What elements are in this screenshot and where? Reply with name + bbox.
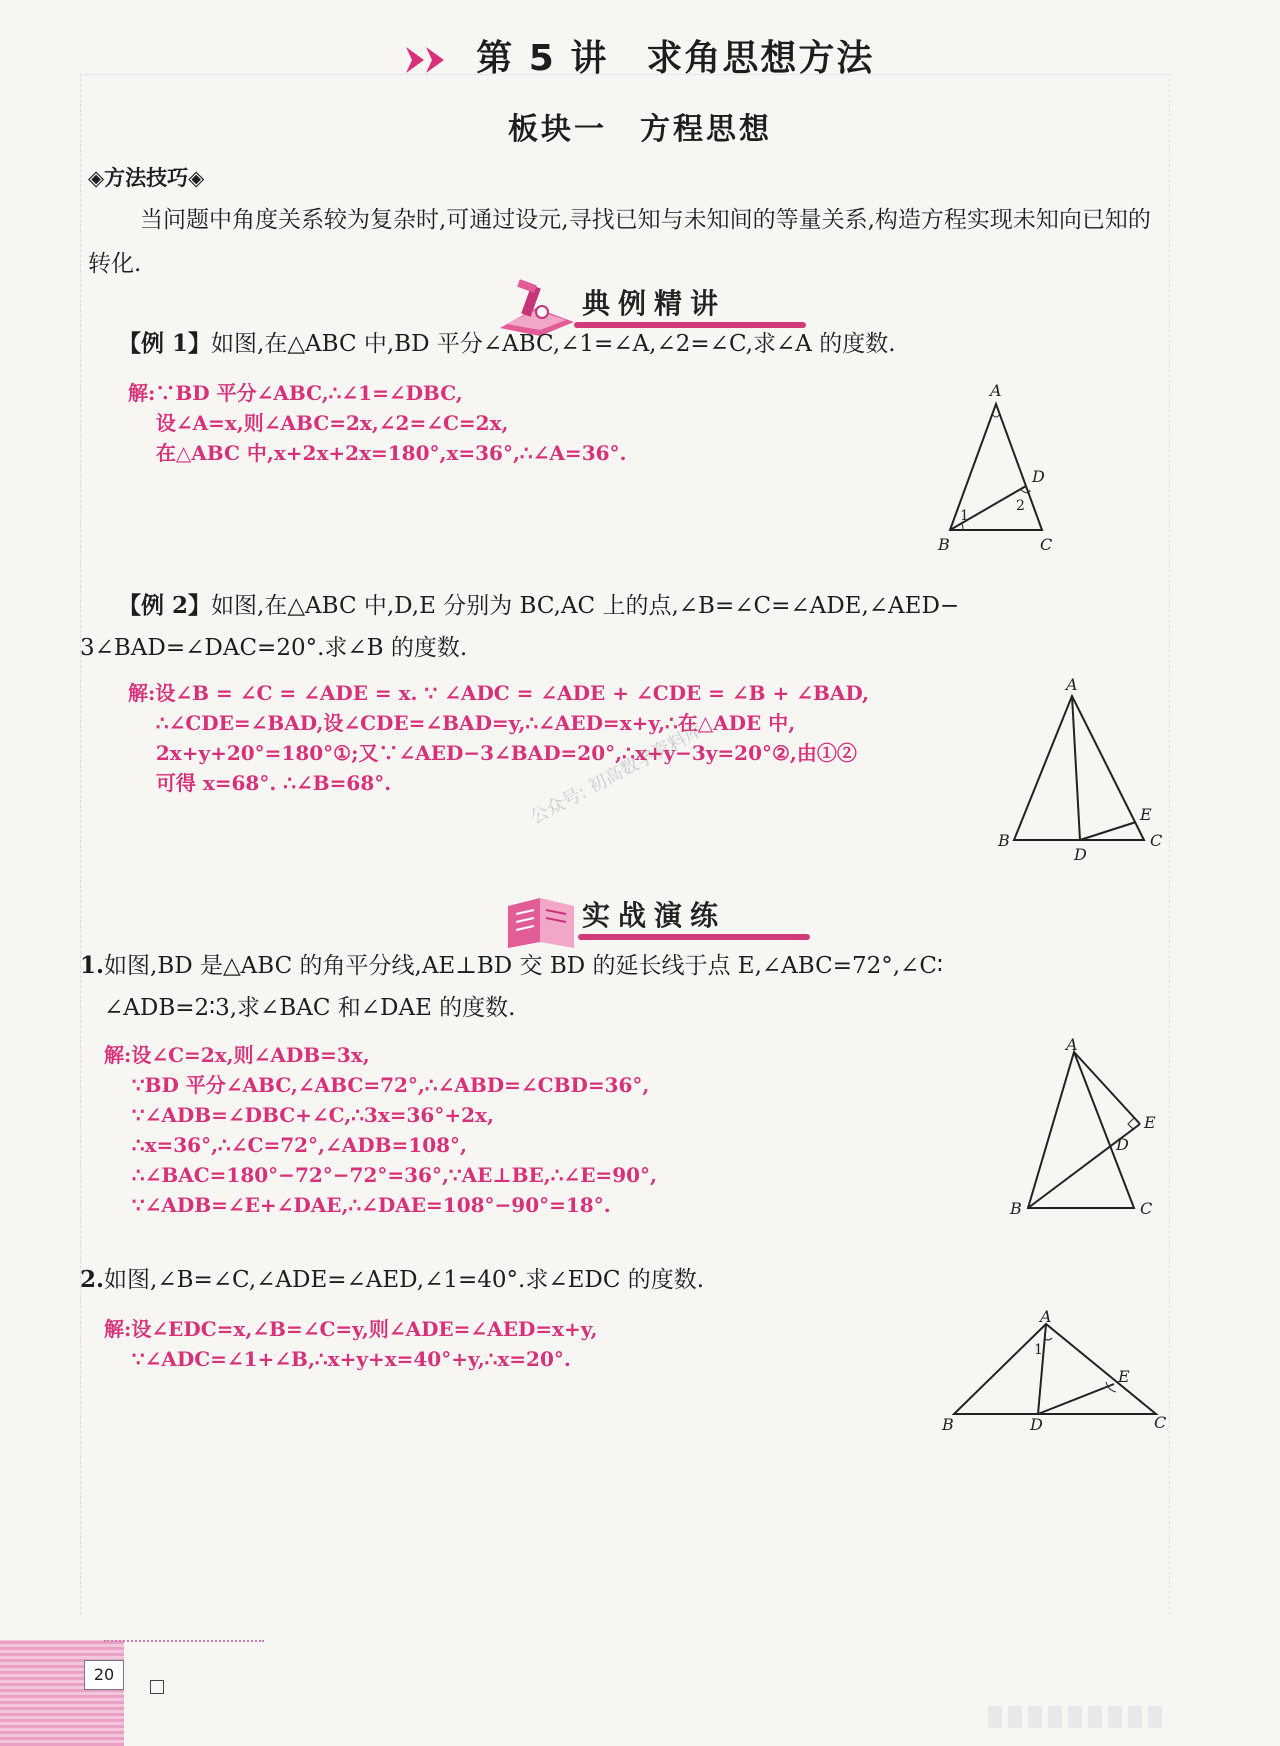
solution-line: ∵∠ADC=∠1+∠B,∴x+y+x=40°+y,∴x=20°. bbox=[104, 1347, 571, 1371]
solution-line: ∵∠ADB=∠DBC+∠C,∴3x=36°+2x, bbox=[104, 1103, 494, 1127]
barcode-decoration bbox=[982, 1706, 1162, 1732]
figure-label: D bbox=[1116, 1135, 1129, 1154]
solution-line: 解:设∠EDC=x,∠B=∠C=y,则∠ADE=∠AED=x+y, bbox=[104, 1317, 598, 1341]
solution-line: 可得 x=68°. ∴∠B=68°. bbox=[128, 771, 392, 795]
figure-label: E bbox=[1140, 805, 1152, 824]
figure-label: A bbox=[1040, 1310, 1052, 1326]
example2-tag: 【例 2】 bbox=[118, 592, 212, 619]
practice1-question bbox=[80, 944, 1170, 988]
practice1-number: 1. bbox=[80, 952, 105, 979]
method-heading: ◈方法技巧◈ bbox=[88, 166, 205, 190]
practice1-question-line2: ∠ADB=2∶3,求∠BAC 和∠DAE 的度数. bbox=[104, 995, 516, 1021]
solution-line: ∴∠CDE=∠BAD,设∠CDE=∠BAD=y,∴∠AED=x+y,∴在△ADE 中, bbox=[128, 711, 796, 735]
practice1-question-line1: 如图,BD 是△ABC 的角平分线,AE⊥BD 交 BD 的延长线于点 E,∠ABC=72°,∠C∶ bbox=[104, 953, 943, 979]
figure-label: C bbox=[1140, 1199, 1153, 1218]
figure-label: D bbox=[1032, 467, 1045, 486]
figure-label: 1 bbox=[1034, 1342, 1043, 1358]
figure-label: B bbox=[998, 831, 1010, 850]
example1-figure bbox=[930, 378, 1070, 558]
example1-question-text: 如图,在△ABC 中,BD 平分∠ABC,∠1=∠A,∠2=∠C,求∠A 的度数. bbox=[211, 331, 896, 357]
practice-banner bbox=[500, 890, 820, 948]
example2-question-line2: 3∠BAD=∠DAC=20°.求∠B 的度数. bbox=[80, 635, 468, 661]
double-arrow-icon bbox=[406, 45, 452, 75]
practice1-figure bbox=[1000, 1036, 1170, 1226]
page-number: 20 bbox=[84, 1660, 124, 1690]
solution-line: 在△ABC 中,x+2x+2x=180°,x=36°,∴∠A=36°. bbox=[128, 441, 627, 465]
examples-banner-label: 典例精讲 bbox=[582, 287, 727, 320]
figure-label: A bbox=[1066, 1036, 1078, 1054]
footer-dotted-rule bbox=[104, 1640, 264, 1642]
example1-solution bbox=[128, 378, 627, 468]
solution-line: 解:设∠B = ∠C = ∠ADE = x. ∵ ∠ADC = ∠ADE + ∠CDE = ∠B + ∠BAD, bbox=[128, 681, 870, 705]
figure-label: 1 bbox=[960, 508, 969, 524]
segment-ad bbox=[1038, 1324, 1046, 1414]
solution-line: ∴∠BAC=180°−72°−72°=36°,∵AE⊥BE,∴∠E=90°, bbox=[104, 1163, 657, 1187]
practice-banner-underline bbox=[578, 934, 810, 940]
solution-line: 设∠A=x,则∠ABC=2x,∠2=∠C=2x, bbox=[128, 411, 509, 435]
practice2-question-text: 如图,∠B=∠C,∠ADE=∠AED,∠1=40°.求∠EDC 的度数. bbox=[104, 1267, 705, 1293]
example2-figure bbox=[994, 674, 1174, 878]
example2-solution bbox=[128, 678, 869, 798]
figure-label: A bbox=[1066, 675, 1078, 694]
segment-ad bbox=[1072, 696, 1080, 840]
practice-banner-label: 实战演练 bbox=[582, 899, 727, 932]
figure-label: A bbox=[990, 381, 1002, 400]
solution-line: 解:∵BD 平分∠ABC,∴∠1=∠DBC, bbox=[128, 381, 463, 405]
watermark: 公众号: 初高数学资料库 bbox=[526, 720, 707, 829]
figure-label: C bbox=[1150, 831, 1163, 850]
book-icon bbox=[500, 890, 582, 948]
square-icon bbox=[150, 1680, 164, 1694]
segment-de bbox=[1080, 822, 1136, 840]
practice1-solution bbox=[104, 1040, 657, 1220]
lesson-title bbox=[0, 30, 1280, 81]
segment-ae bbox=[1074, 1052, 1140, 1124]
figure-label: B bbox=[938, 535, 950, 554]
solution-line: 2x+y+20°=180°①;又∵∠AED−3∠BAD=20°,∴x+y−3y=20°②,由①② bbox=[128, 741, 857, 765]
solution-line: ∴x=36°,∴∠C=72°,∠ADB=108°, bbox=[104, 1133, 467, 1157]
corner-decoration bbox=[0, 1640, 124, 1746]
figure-label: E bbox=[1144, 1113, 1156, 1132]
lesson-title-text: 第 5 讲 求角思想方法 bbox=[476, 38, 875, 79]
figure-label: E bbox=[1118, 1367, 1130, 1386]
example1-tag: 【例 1】 bbox=[118, 330, 212, 357]
solution-line: 解:设∠C=2x,则∠ADB=3x, bbox=[104, 1043, 370, 1067]
figure-label: C bbox=[1154, 1413, 1167, 1432]
figure-label: D bbox=[1030, 1415, 1043, 1434]
figure-label: B bbox=[1010, 1199, 1022, 1218]
method-text: 当问题中角度关系较为复杂时,可通过设元,寻找已知与未知间的等量关系,构造方程实现未知向已知的转化. bbox=[88, 207, 1151, 277]
section-title: 板块一 方程思想 bbox=[508, 112, 772, 147]
practice2-question bbox=[80, 1258, 1080, 1302]
practice2-solution bbox=[104, 1314, 597, 1374]
solution-line: ∵BD 平分∠ABC,∠ABC=72°,∴∠ABD=∠CBD=36°, bbox=[104, 1073, 650, 1097]
figure-label: B bbox=[942, 1415, 954, 1434]
segment-de bbox=[1038, 1384, 1114, 1414]
practice2-number: 2. bbox=[80, 1266, 105, 1293]
solution-line: ∵∠ADB=∠E+∠DAE,∴∠DAE=108°−90°=18°. bbox=[104, 1193, 611, 1217]
practice2-figure bbox=[940, 1310, 1170, 1440]
example2-question bbox=[118, 584, 1168, 628]
example2-question-line1: 如图,在△ABC 中,D,E 分别为 BC,AC 上的点,∠B=∠C=∠ADE,∠AED− bbox=[211, 593, 960, 619]
figure-label: D bbox=[1074, 845, 1087, 864]
figure-label: C bbox=[1040, 535, 1053, 554]
triangle-abc bbox=[1028, 1052, 1134, 1208]
figure-label: 2 bbox=[1016, 498, 1025, 514]
example1-question bbox=[118, 322, 1098, 366]
